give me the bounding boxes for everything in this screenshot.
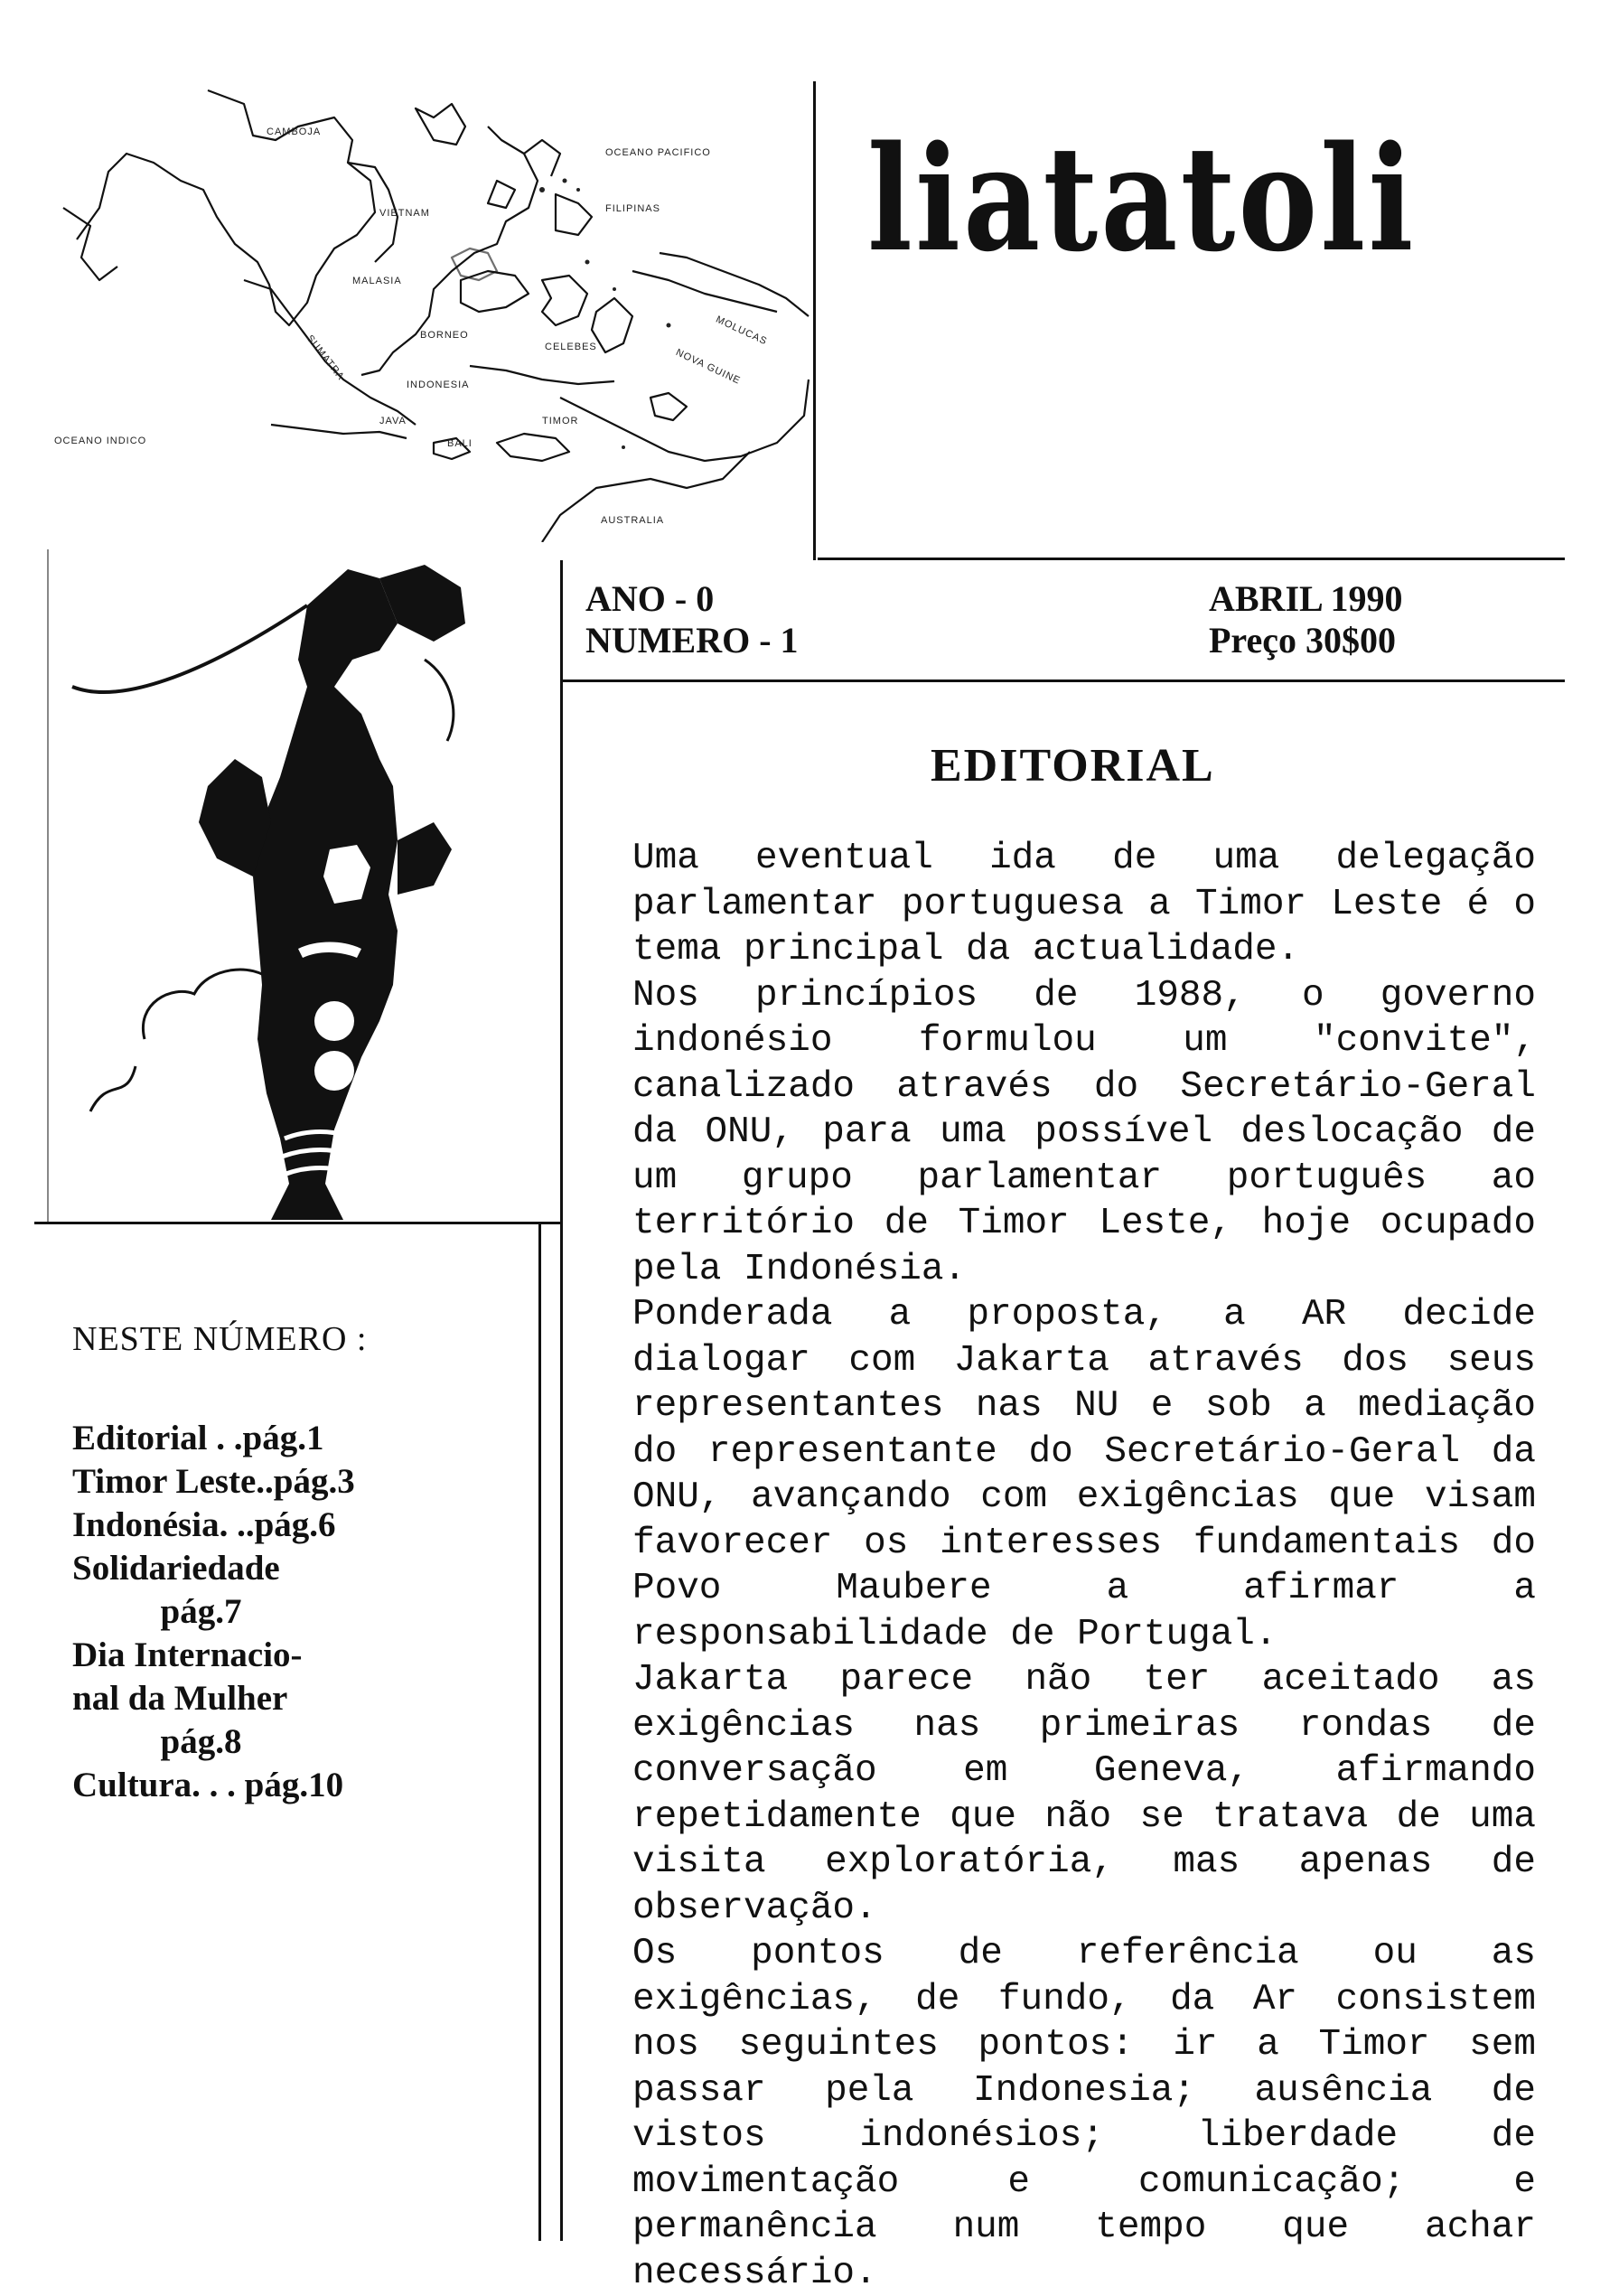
- editorial-paragraph: Jakarta parece não ter aceitado as exigências nas primeiras rondas de conversação em Geneva, afirmando repetidamente que não se tratava de uma visita exploratória, mas apenas de observação.: [632, 1659, 1536, 1929]
- toc-item: Indonésia. ..pág.6: [72, 1505, 336, 1544]
- masthead-vertical-rule: [813, 81, 816, 560]
- map-label-java: JAVA: [379, 416, 407, 426]
- editorial-paragraph: Ponderada a proposta, a AR decide dialogar com Jakarta através dos seus representantes nas NU e sob a mediação do representante do Secretário-Geral da ONU, avançando com exigências que visam favorecer os interesses fundamentais do Povo Maubere a afirmar a responsabilidade de Portugal.: [632, 1294, 1536, 1655]
- warrior-drawing: [36, 551, 560, 1220]
- issue-info-rule: [562, 679, 1565, 682]
- map-label-bali: BALI: [447, 438, 473, 449]
- map-label-indian-ocean: OCEANO INDICO: [54, 436, 147, 446]
- map-label-moluccas: MOLUCAS: [714, 314, 770, 348]
- illustration-bottom-rule: [34, 1222, 562, 1224]
- map-label-cambodia: CAMBOJA: [267, 127, 322, 137]
- map-label-timor: TIMOR: [542, 416, 579, 426]
- issue-year: ANO - 0: [585, 578, 715, 619]
- warrior-illustration: [36, 551, 560, 1220]
- map-label-indonesia: INDONESIA: [407, 380, 470, 390]
- toc-item: Timor Leste..pág.3: [72, 1462, 355, 1501]
- map-label-new-guinea: NOVA GUINE: [674, 347, 743, 387]
- map-label-malaysia: MALASIA: [352, 276, 402, 286]
- editorial-body: [632, 836, 1536, 2296]
- toc-item: Solidariedade: [72, 1549, 280, 1588]
- map-label-philippines: FILIPINAS: [605, 203, 660, 214]
- toc-item: Editorial . .pág.1: [72, 1419, 324, 1457]
- toc-item: pág.7: [72, 1592, 242, 1631]
- masthead-horizontal-rule: [818, 558, 1565, 560]
- toc-heading: NESTE NÚMERO :: [72, 1320, 368, 1358]
- issue-date: ABRIL 1990: [1209, 578, 1403, 619]
- toc-item: pág.8: [72, 1722, 242, 1761]
- map-drawing: [36, 54, 813, 542]
- issue-number: NUMERO - 1: [585, 620, 799, 661]
- editorial-paragraph: Uma eventual ida de uma delegação parlamentar portuguesa a Timor Leste é o tema principal da actualidade.: [632, 838, 1536, 970]
- editorial-heading: EDITORIAL: [931, 740, 1215, 792]
- toc-item: nal da Mulher: [72, 1679, 288, 1718]
- issue-info: [585, 578, 1561, 678]
- table-of-contents: [72, 1319, 542, 1807]
- map-label-borneo: BORNEO: [420, 330, 469, 341]
- editorial-paragraph: Os pontos de referência ou as exigências, de fundo, da Ar consistem nos seguintes pontos: ir a Timor sem passar pela Indonesia; ausência de vistos indonésios; liberdade de movimentação e comunicação; e permanência num tempo que achar necessário.: [632, 1933, 1536, 2294]
- issue-price: Preço 30$00: [1209, 620, 1396, 661]
- map-label-australia: AUSTRALIA: [601, 515, 665, 526]
- map-label-vietnam: VIETNAM: [379, 208, 430, 219]
- map-label-celebes: CELEBES: [545, 342, 597, 352]
- map-label-pacific: OCEANO PACIFICO: [605, 147, 711, 158]
- southeast-asia-map: [36, 54, 813, 542]
- masthead-title: liatatoli: [867, 114, 1417, 284]
- toc-item: Dia Internacio-: [72, 1635, 303, 1674]
- map-label-sumatra: SUMATRA: [304, 333, 347, 383]
- toc-item: Cultura. . . pág.10: [72, 1766, 344, 1804]
- editorial-left-rule: [560, 560, 563, 2241]
- editorial-paragraph: Nos princípios de 1988, o governo indonésio formulou um "convite", canalizado através do Secretário-Geral da ONU, para uma possível deslocação de um grupo parlamentar português ao território de Timor Leste, hoje ocupado pela Indonésia.: [632, 974, 1536, 1290]
